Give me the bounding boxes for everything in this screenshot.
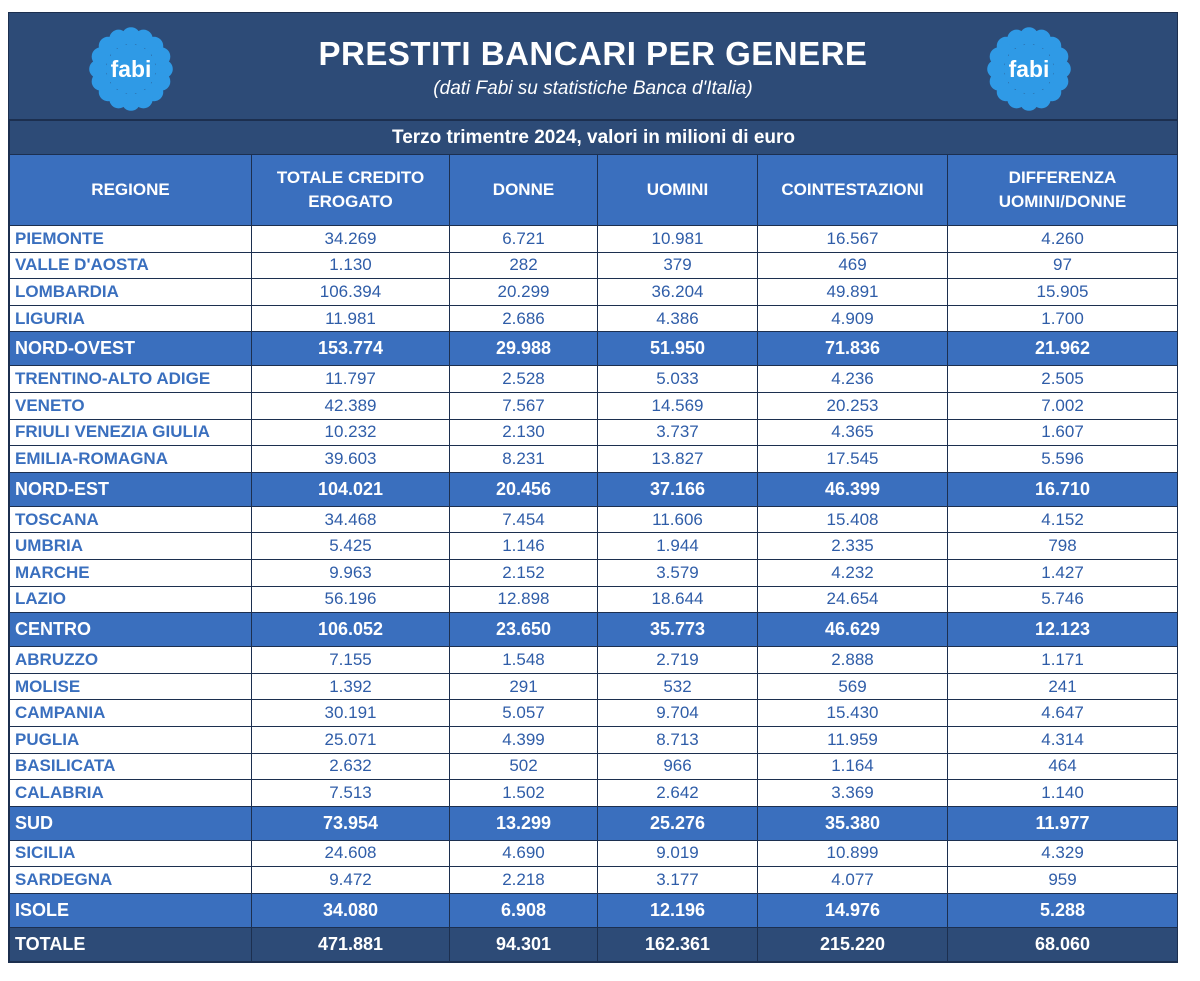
cell-totale: 30.191 bbox=[252, 700, 450, 727]
cell-donne: 7.567 bbox=[450, 392, 598, 419]
cell-cointestazioni: 2.335 bbox=[758, 533, 948, 560]
col-header-differenza: DIFFERENZA UOMINI/DONNE bbox=[948, 155, 1178, 226]
cell-cointestazioni: 4.909 bbox=[758, 305, 948, 332]
cell-cointestazioni: 2.888 bbox=[758, 647, 948, 674]
cell-donne: 8.231 bbox=[450, 446, 598, 473]
fabi-logo-right bbox=[985, 25, 1073, 113]
cell-uomini: 25.276 bbox=[598, 806, 758, 840]
cell-donne: 94.301 bbox=[450, 927, 598, 961]
cell-differenza: 5.746 bbox=[948, 586, 1178, 613]
cell-differenza: 1.700 bbox=[948, 305, 1178, 332]
cell-cointestazioni: 15.408 bbox=[758, 506, 948, 533]
cell-totale: 7.155 bbox=[252, 647, 450, 674]
cell-totale: 471.881 bbox=[252, 927, 450, 961]
cell-donne: 282 bbox=[450, 252, 598, 279]
table-row bbox=[10, 226, 1178, 253]
cell-donne: 13.299 bbox=[450, 806, 598, 840]
cell-totale: 24.608 bbox=[252, 840, 450, 867]
cell-cointestazioni: 46.399 bbox=[758, 472, 948, 506]
cell-totale: 9.963 bbox=[252, 559, 450, 586]
col-header-uomini: UOMINI bbox=[598, 155, 758, 226]
table-row bbox=[10, 419, 1178, 446]
report-subtitle: (dati Fabi su statistiche Banca d'Italia) bbox=[433, 78, 753, 99]
cell-totale: 1.392 bbox=[252, 673, 450, 700]
cell-donne: 6.721 bbox=[450, 226, 598, 253]
cell-region: SICILIA bbox=[10, 840, 252, 867]
table-row bbox=[10, 392, 1178, 419]
cell-region: FRIULI VENEZIA GIULIA bbox=[10, 419, 252, 446]
cell-donne: 2.218 bbox=[450, 867, 598, 894]
cell-cointestazioni: 49.891 bbox=[758, 279, 948, 306]
cell-region: MARCHE bbox=[10, 559, 252, 586]
table-row bbox=[10, 506, 1178, 533]
cell-uomini: 8.713 bbox=[598, 726, 758, 753]
cell-donne: 29.988 bbox=[450, 332, 598, 366]
cell-donne: 2.152 bbox=[450, 559, 598, 586]
cell-donne: 2.528 bbox=[450, 366, 598, 393]
cell-donne: 1.548 bbox=[450, 647, 598, 674]
cell-cointestazioni: 1.164 bbox=[758, 753, 948, 780]
cell-region: ABRUZZO bbox=[10, 647, 252, 674]
cell-cointestazioni: 24.654 bbox=[758, 586, 948, 613]
cell-totale: 73.954 bbox=[252, 806, 450, 840]
cell-uomini: 4.386 bbox=[598, 305, 758, 332]
cell-cointestazioni: 4.232 bbox=[758, 559, 948, 586]
cell-cointestazioni: 4.365 bbox=[758, 419, 948, 446]
cell-uomini: 162.361 bbox=[598, 927, 758, 961]
cell-differenza: 15.905 bbox=[948, 279, 1178, 306]
cell-region: LIGURIA bbox=[10, 305, 252, 332]
cell-uomini: 9.019 bbox=[598, 840, 758, 867]
cell-differenza: 1.607 bbox=[948, 419, 1178, 446]
cell-uomini: 3.177 bbox=[598, 867, 758, 894]
cell-uomini: 11.606 bbox=[598, 506, 758, 533]
report-banner bbox=[9, 13, 1177, 120]
table-row bbox=[10, 726, 1178, 753]
cell-uomini: 9.704 bbox=[598, 700, 758, 727]
cell-uomini: 10.981 bbox=[598, 226, 758, 253]
cell-uomini: 13.827 bbox=[598, 446, 758, 473]
cell-region: TRENTINO-ALTO ADIGE bbox=[10, 366, 252, 393]
table-row bbox=[10, 366, 1178, 393]
area-total-row bbox=[10, 472, 1178, 506]
svg-text:fabi: fabi bbox=[1008, 55, 1050, 82]
table-row bbox=[10, 867, 1178, 894]
cell-uomini: 3.579 bbox=[598, 559, 758, 586]
table-row bbox=[10, 700, 1178, 727]
cell-differenza: 7.002 bbox=[948, 392, 1178, 419]
table-row bbox=[10, 559, 1178, 586]
cell-differenza: 464 bbox=[948, 753, 1178, 780]
cell-donne: 7.454 bbox=[450, 506, 598, 533]
cell-region: LOMBARDIA bbox=[10, 279, 252, 306]
cell-cointestazioni: 215.220 bbox=[758, 927, 948, 961]
cell-region: CAMPANIA bbox=[10, 700, 252, 727]
cell-uomini: 2.719 bbox=[598, 647, 758, 674]
cell-totale: 1.130 bbox=[252, 252, 450, 279]
cell-cointestazioni: 14.976 bbox=[758, 893, 948, 927]
table-row bbox=[10, 673, 1178, 700]
cell-differenza: 241 bbox=[948, 673, 1178, 700]
cell-region: EMILIA-ROMAGNA bbox=[10, 446, 252, 473]
table-row bbox=[10, 840, 1178, 867]
cell-uomini: 37.166 bbox=[598, 472, 758, 506]
table-row bbox=[10, 252, 1178, 279]
cell-uomini: 532 bbox=[598, 673, 758, 700]
cell-totale: 34.468 bbox=[252, 506, 450, 533]
area-total-row bbox=[10, 332, 1178, 366]
cell-region: SUD bbox=[10, 806, 252, 840]
cell-totale: 104.021 bbox=[252, 472, 450, 506]
cell-region: PUGLIA bbox=[10, 726, 252, 753]
cell-totale: 10.232 bbox=[252, 419, 450, 446]
area-total-row bbox=[10, 806, 1178, 840]
cell-uomini: 966 bbox=[598, 753, 758, 780]
cell-uomini: 14.569 bbox=[598, 392, 758, 419]
table-row bbox=[10, 780, 1178, 807]
cell-region: BASILICATA bbox=[10, 753, 252, 780]
cell-donne: 291 bbox=[450, 673, 598, 700]
cell-region: CENTRO bbox=[10, 613, 252, 647]
table-row bbox=[10, 753, 1178, 780]
cell-differenza: 21.962 bbox=[948, 332, 1178, 366]
period-row bbox=[10, 121, 1178, 155]
cell-totale: 106.394 bbox=[252, 279, 450, 306]
cell-donne: 502 bbox=[450, 753, 598, 780]
cell-uomini: 379 bbox=[598, 252, 758, 279]
area-total-row bbox=[10, 893, 1178, 927]
cell-differenza: 1.171 bbox=[948, 647, 1178, 674]
cell-donne: 12.898 bbox=[450, 586, 598, 613]
cell-donne: 4.399 bbox=[450, 726, 598, 753]
cell-uomini: 18.644 bbox=[598, 586, 758, 613]
cell-region: SARDEGNA bbox=[10, 867, 252, 894]
cell-differenza: 68.060 bbox=[948, 927, 1178, 961]
cell-cointestazioni: 71.836 bbox=[758, 332, 948, 366]
col-header-totale: TOTALE CREDITO EROGATO bbox=[252, 155, 450, 226]
cell-cointestazioni: 35.380 bbox=[758, 806, 948, 840]
cell-differenza: 4.647 bbox=[948, 700, 1178, 727]
table-row bbox=[10, 586, 1178, 613]
cell-donne: 2.686 bbox=[450, 305, 598, 332]
cell-cointestazioni: 469 bbox=[758, 252, 948, 279]
cell-cointestazioni: 46.629 bbox=[758, 613, 948, 647]
cell-differenza: 4.314 bbox=[948, 726, 1178, 753]
cell-differenza: 97 bbox=[948, 252, 1178, 279]
cell-totale: 39.603 bbox=[252, 446, 450, 473]
cell-region: NORD-EST bbox=[10, 472, 252, 506]
cell-cointestazioni: 15.430 bbox=[758, 700, 948, 727]
cell-cointestazioni: 4.236 bbox=[758, 366, 948, 393]
cell-totale: 34.080 bbox=[252, 893, 450, 927]
cell-differenza: 798 bbox=[948, 533, 1178, 560]
cell-differenza: 5.596 bbox=[948, 446, 1178, 473]
svg-text:fabi: fabi bbox=[110, 55, 152, 82]
cell-totale: 106.052 bbox=[252, 613, 450, 647]
col-header-regione: REGIONE bbox=[10, 155, 252, 226]
cell-donne: 1.146 bbox=[450, 533, 598, 560]
cell-donne: 20.456 bbox=[450, 472, 598, 506]
report-frame bbox=[8, 12, 1178, 963]
cell-differenza: 959 bbox=[948, 867, 1178, 894]
cell-region: TOSCANA bbox=[10, 506, 252, 533]
cell-totale: 153.774 bbox=[252, 332, 450, 366]
col-header-donne: DONNE bbox=[450, 155, 598, 226]
cell-donne: 23.650 bbox=[450, 613, 598, 647]
cell-totale: 7.513 bbox=[252, 780, 450, 807]
table-row bbox=[10, 533, 1178, 560]
cell-uomini: 3.737 bbox=[598, 419, 758, 446]
cell-uomini: 36.204 bbox=[598, 279, 758, 306]
cell-region: MOLISE bbox=[10, 673, 252, 700]
cell-differenza: 4.260 bbox=[948, 226, 1178, 253]
col-header-cointestazioni: COINTESTAZIONI bbox=[758, 155, 948, 226]
cell-cointestazioni: 17.545 bbox=[758, 446, 948, 473]
cell-region: UMBRIA bbox=[10, 533, 252, 560]
cell-differenza: 1.140 bbox=[948, 780, 1178, 807]
cell-uomini: 35.773 bbox=[598, 613, 758, 647]
cell-region: NORD-OVEST bbox=[10, 332, 252, 366]
cell-cointestazioni: 4.077 bbox=[758, 867, 948, 894]
cell-uomini: 1.944 bbox=[598, 533, 758, 560]
cell-totale: 42.389 bbox=[252, 392, 450, 419]
table-body bbox=[10, 226, 1178, 962]
cell-region: PIEMONTE bbox=[10, 226, 252, 253]
cell-uomini: 12.196 bbox=[598, 893, 758, 927]
cell-cointestazioni: 20.253 bbox=[758, 392, 948, 419]
column-header-row bbox=[10, 155, 1178, 226]
table-row bbox=[10, 279, 1178, 306]
table-row bbox=[10, 305, 1178, 332]
cell-cointestazioni: 10.899 bbox=[758, 840, 948, 867]
cell-totale: 25.071 bbox=[252, 726, 450, 753]
cell-totale: 34.269 bbox=[252, 226, 450, 253]
cell-differenza: 4.329 bbox=[948, 840, 1178, 867]
cell-differenza: 4.152 bbox=[948, 506, 1178, 533]
grand-total-row bbox=[10, 927, 1178, 961]
cell-region: VENETO bbox=[10, 392, 252, 419]
period-label: Terzo trimentre 2024, valori in milioni di euro bbox=[10, 121, 1178, 155]
cell-differenza: 2.505 bbox=[948, 366, 1178, 393]
cell-donne: 5.057 bbox=[450, 700, 598, 727]
cell-donne: 1.502 bbox=[450, 780, 598, 807]
cell-cointestazioni: 3.369 bbox=[758, 780, 948, 807]
cell-donne: 2.130 bbox=[450, 419, 598, 446]
cell-region: VALLE D'AOSTA bbox=[10, 252, 252, 279]
cell-uomini: 51.950 bbox=[598, 332, 758, 366]
cell-totale: 2.632 bbox=[252, 753, 450, 780]
cell-donne: 6.908 bbox=[450, 893, 598, 927]
cell-cointestazioni: 16.567 bbox=[758, 226, 948, 253]
cell-differenza: 11.977 bbox=[948, 806, 1178, 840]
cell-differenza: 16.710 bbox=[948, 472, 1178, 506]
table-row bbox=[10, 446, 1178, 473]
area-total-row bbox=[10, 613, 1178, 647]
cell-donne: 4.690 bbox=[450, 840, 598, 867]
cell-region: ISOLE bbox=[10, 893, 252, 927]
table-row bbox=[10, 647, 1178, 674]
cell-donne: 20.299 bbox=[450, 279, 598, 306]
cell-totale: 9.472 bbox=[252, 867, 450, 894]
cell-totale: 56.196 bbox=[252, 586, 450, 613]
cell-cointestazioni: 569 bbox=[758, 673, 948, 700]
cell-totale: 11.797 bbox=[252, 366, 450, 393]
cell-totale: 11.981 bbox=[252, 305, 450, 332]
report-title: PRESTITI BANCARI PER GENERE bbox=[318, 35, 868, 72]
cell-uomini: 5.033 bbox=[598, 366, 758, 393]
cell-differenza: 12.123 bbox=[948, 613, 1178, 647]
loans-table bbox=[9, 120, 1178, 962]
cell-cointestazioni: 11.959 bbox=[758, 726, 948, 753]
cell-region: LAZIO bbox=[10, 586, 252, 613]
cell-totale: 5.425 bbox=[252, 533, 450, 560]
cell-differenza: 5.288 bbox=[948, 893, 1178, 927]
cell-region: CALABRIA bbox=[10, 780, 252, 807]
cell-differenza: 1.427 bbox=[948, 559, 1178, 586]
cell-uomini: 2.642 bbox=[598, 780, 758, 807]
cell-region: TOTALE bbox=[10, 927, 252, 961]
